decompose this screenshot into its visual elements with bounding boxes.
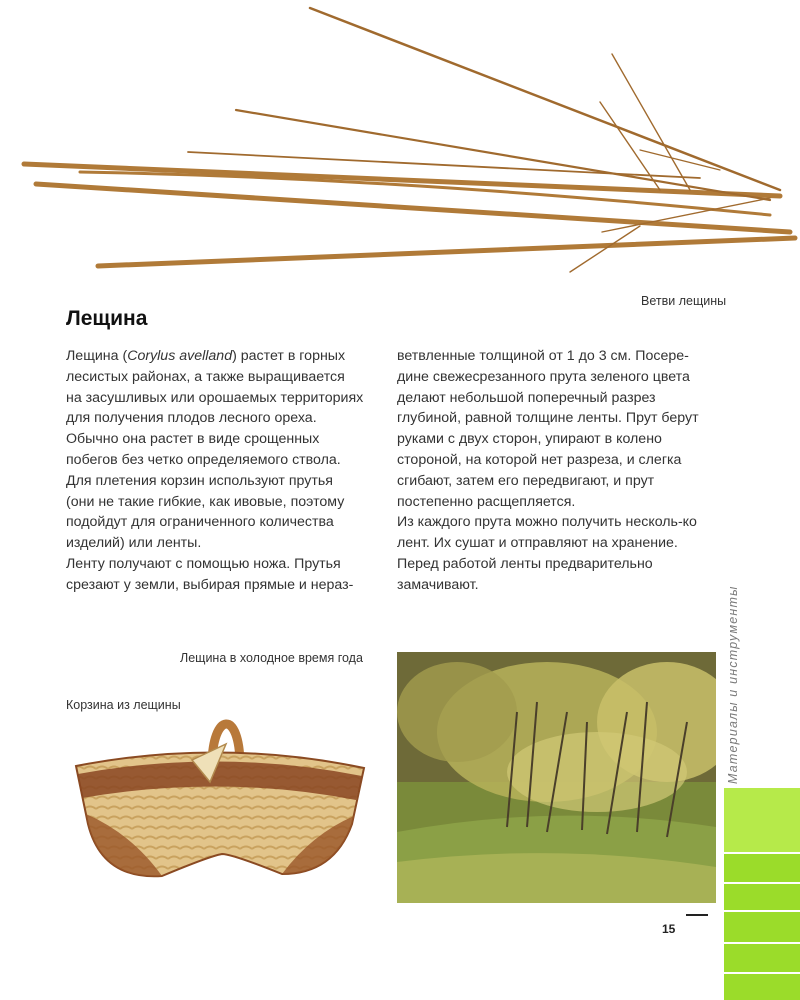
page-number-rule xyxy=(686,914,708,916)
section-tab-5 xyxy=(724,944,800,972)
hazel-winter-photo xyxy=(397,652,716,903)
left-paragraph-2: Ленту получают с помощью ножа. Прутья срезают у земли, выбирая прямые и нераз- xyxy=(66,555,354,593)
branches-caption: Ветви лещины xyxy=(641,294,727,308)
latin-name: Corylus avelland xyxy=(127,348,233,364)
section-tab-1 xyxy=(724,788,800,852)
right-column xyxy=(397,346,707,596)
hazel-winter-caption: Лещина в холодное время года xyxy=(180,651,363,665)
section-tab-6 xyxy=(724,974,800,1000)
section-tab-3 xyxy=(724,884,800,910)
left-column xyxy=(66,346,364,596)
page-number: 15 xyxy=(662,922,676,936)
basket-caption: Корзина из лещины xyxy=(66,698,181,712)
hazel-branches-image xyxy=(0,0,800,300)
section-tab-2 xyxy=(724,854,800,882)
section-tabs xyxy=(724,788,800,1000)
side-section-title: Материалы и инструменты xyxy=(726,585,740,784)
section-tab-4 xyxy=(724,912,800,942)
right-paragraph-1: ветвленные толщиной от 1 до 3 см. Посере-дине свежесрезанного прута зеленого цвета делают небольшой поперечный разрез глубиной, равной толщине ленты. Прут берут руками с двух сторон, упирают в колено стороной, на которой нет разреза, и слегка сгибают, затем его передвигают, и прут постепенно расщепляется. xyxy=(397,348,699,510)
hazel-basket-image xyxy=(72,704,368,882)
page-title: Лещина xyxy=(66,307,148,330)
left-paragraph-1: Лещина (Corylus avelland) растет в горных лесистых районах, а также выращивается на засушливых или орошаемых территориях для получения плодов лесного ореха. Обычно она растет в виде срощенных побегов без четко определяемого ствола. Для плетения корзин используют прутья (они не такие гибкие, как ивовые, поэтому подойдут для ограниченного количества изделий) или ленты. xyxy=(66,348,364,552)
right-paragraph-2: Из каждого прута можно получить несколь-ко лент. Их сушат и отправляют на хранение. Перед работой ленты предварительно замачивают. xyxy=(397,514,697,593)
